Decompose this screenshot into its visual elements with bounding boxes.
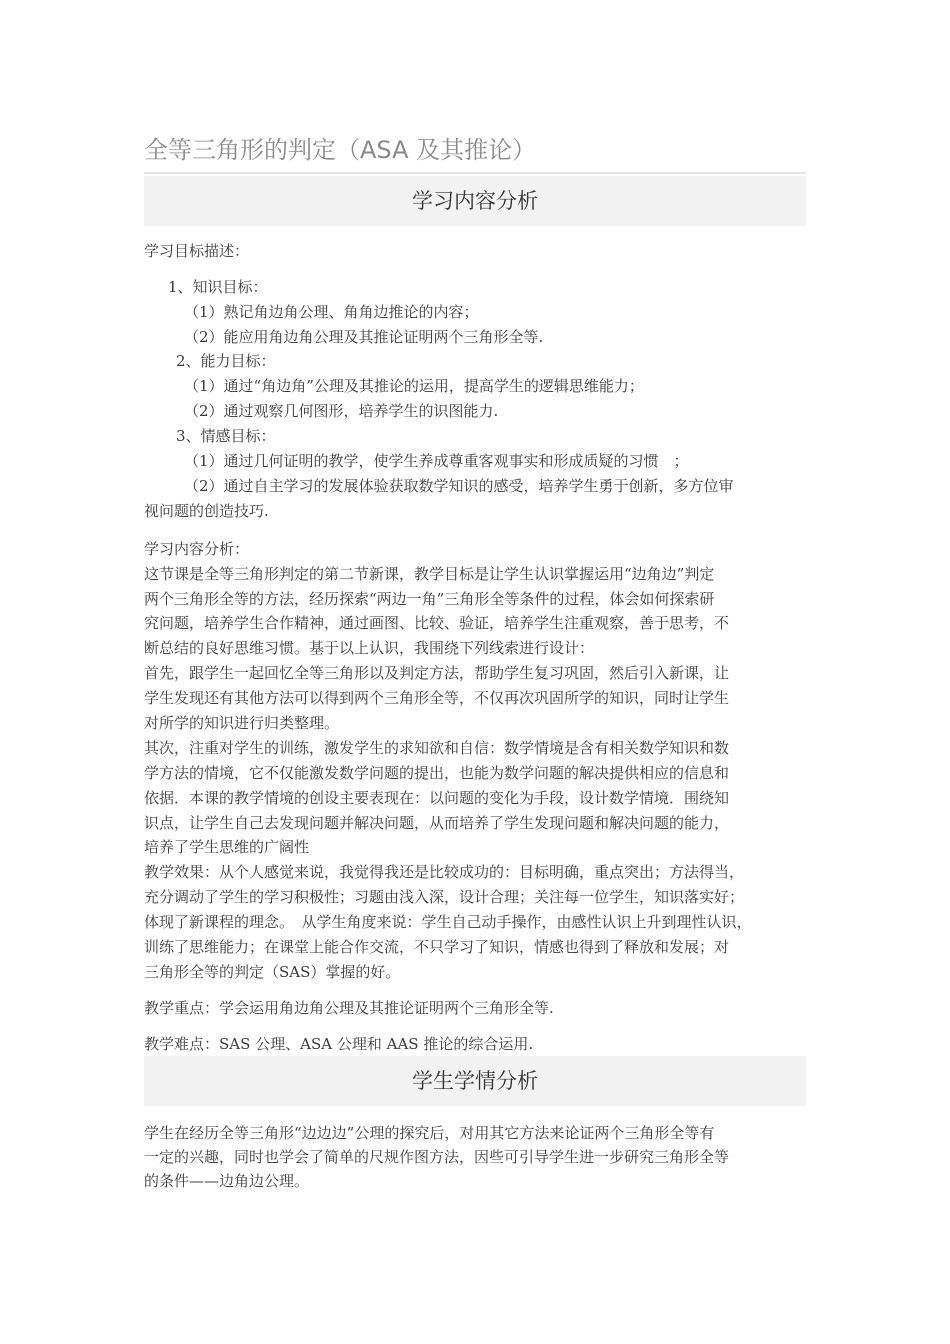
section-heading-student-analysis: 学生学情分析 [144,1056,806,1106]
analysis-line: 学生发现还有其他方法可以得到两个三角形全等，不仅再次巩固所学的知识，同时让学生 [144,689,730,707]
emotion-goal-item: （2）通过自主学习的发展体验获取数学知识的感受，培养学生勇于创新，多方位审 [184,477,734,495]
ability-goal-label: 2、能力目标： [176,352,276,370]
analysis-line: 学方法的情境，它不仅能激发数学问题的提出，也能为数学问题的解决提供相应的信息和 [144,764,730,782]
student-analysis-line: 学生在经历全等三角形“边边边”公理的探究后，对用其它方法来论证两个三角形全等有 [144,1124,715,1142]
emotion-goal-item-continued: 视问题的创造技巧. [144,502,269,520]
analysis-line: 断总结的良好思维习惯。基于以上认识，我围绕下列线索进行设计： [144,639,595,657]
ability-goal-item: （1）通过“角边角”公理及其推论的运用，提高学生的逻辑思维能力； [184,377,644,395]
analysis-line: 体现了新课程的理念。 从学生角度来说：学生自己动手操作，由感性认识上升到理性认识， [144,913,752,931]
emotion-goal-item: （1）通过几何证明的教学，使学生养成尊重客观事实和形成质疑的习惯 ； [184,452,689,470]
knowledge-goal-label: 1、知识目标： [168,278,268,296]
knowledge-goal-item: （1）熟记角边角公理、角角边推论的内容； [184,303,479,321]
analysis-line: 教学效果：从个人感觉来说，我觉得我还是比较成功的：目标明确，重点突出；方法得当， [144,863,745,881]
analysis-line: 究问题，培养学生合作精神，通过画图、比较、验证，培养学生注重观察，善于思考，不 [144,614,730,632]
student-analysis-line: 的条件——边角边公理。 [144,1172,310,1190]
title-divider [144,172,806,174]
section-heading-content-analysis: 学习内容分析 [144,176,806,226]
analysis-line: 这节课是全等三角形判定的第二节新课，教学目标是让学生认识掌握运用“边角边”判定 [144,565,715,583]
teaching-key-point: 教学重点：学会运用角边角公理及其推论证明两个三角形全等. [144,999,554,1017]
emotion-goal-label: 3、情感目标： [176,427,276,445]
analysis-line: 首先，跟学生一起回忆全等三角形以及判定方法，帮助学生复习巩固，然后引入新课，让 [144,664,730,682]
analysis-line: 训练了思维能力；在课堂上能合作交流，不只学习了知识，情感也得到了释放和发展；对 [144,938,730,956]
ability-goal-item: （2）通过观察几何图形，培养学生的识图能力. [184,402,499,420]
analysis-line: 充分调动了学生的学习积极性；习题由浅入深，设计合理；关注每一位学生，知识落实好； [144,888,745,906]
teaching-difficulty: 教学难点：SAS 公理、ASA 公理和 AAS 推论的综合运用. [144,1035,534,1053]
analysis-line: 其次，注重对学生的训练，激发学生的求知欲和自信：数学情境是含有相关数学知识和数 [144,739,730,757]
analysis-line: 培养了学生思维的广阔性 [144,838,310,856]
document-title: 全等三角形的判定（ASA 及其推论） [144,136,537,164]
knowledge-goal-item: （2）能应用角边角公理及其推论证明两个三角形全等. [184,328,544,346]
student-analysis-line: 一定的兴趣，同时也学会了简单的尺规作图方法，因些可引导学生进一步研究三角形全等 [144,1148,730,1166]
analysis-heading: 学习内容分析： [144,540,250,558]
objectives-heading: 学习目标描述： [144,242,250,260]
analysis-line: 识点，让学生自己去发现问题并解决问题，从而培养了学生发现问题和解决问题的能力， [144,814,730,832]
analysis-line: 三角形全等的判定（SAS）掌握的好。 [144,963,401,981]
analysis-line: 依据．本课的教学情境的创设主要表现在：以问题的变化为手段，设计数学情境．围绕知 [144,789,730,807]
analysis-line: 两个三角形全等的方法，经历探索“两边一角”三角形全等条件的过程，体会如何探索研 [144,590,715,608]
analysis-line: 对所学的知识进行归类整理。 [144,714,340,732]
